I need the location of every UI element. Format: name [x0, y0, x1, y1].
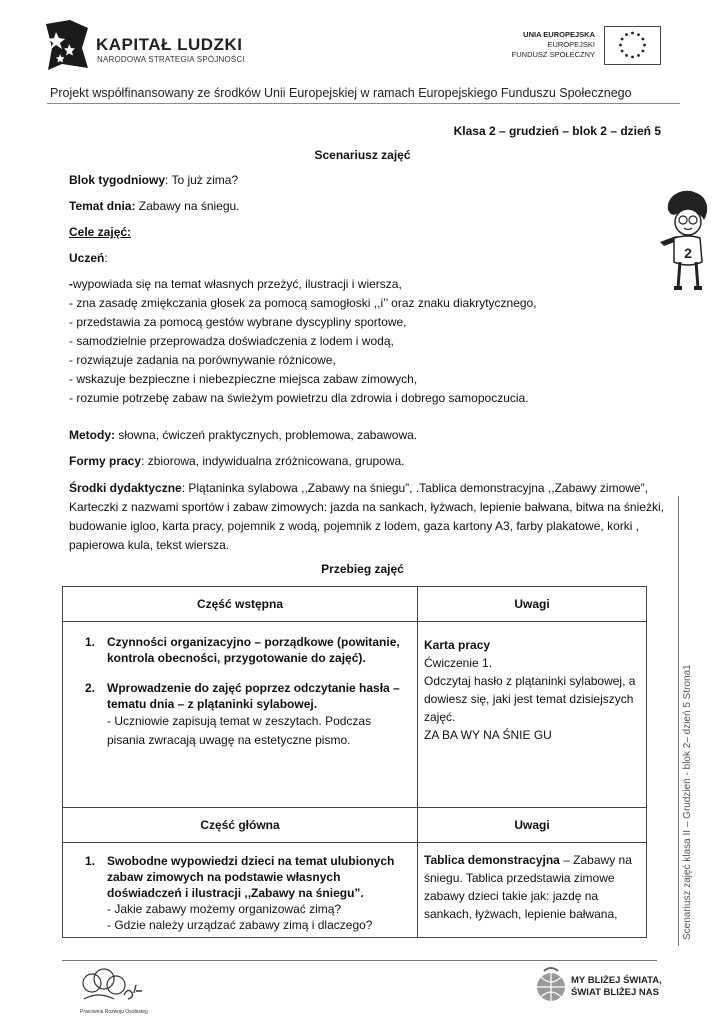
student-heading — [69, 251, 108, 265]
motto-line-2: ŚWIAT BLIŻEJ NAS — [571, 987, 659, 998]
table-row — [63, 622, 647, 808]
topic-line — [69, 199, 240, 213]
intro-content-cell — [63, 622, 418, 808]
table-row — [63, 843, 647, 938]
weekly-block-value: : To już zima? — [165, 173, 239, 187]
methods-label: Metody: — [69, 428, 115, 442]
goals-heading: Cele zajęć: — [69, 225, 132, 239]
teaching-aids-paragraph — [69, 479, 669, 555]
class-info: Klasa 2 – grudzień – blok 2 – dzień 5 — [453, 124, 661, 138]
eu-line-1: UNIA EUROPEJSKA — [523, 30, 595, 39]
item-number: 1. — [85, 854, 96, 868]
item-text: Swobodne wypowiedzi dzieci na temat ulubionych zabaw zimowych na podstawie własnych doświadczeń i ilustracji ,,Zabawy na śniegu”. — [107, 854, 395, 900]
logo-subtitle: NARODOWA STRATEGIA SPÓJNOŚCI — [97, 55, 245, 64]
item-number: 1. — [85, 635, 96, 649]
item-subtext: - Uczniowie zapisują temat w zeszytach. Podczas pisania zwracają uwagę na estetyczne pismo. — [107, 714, 372, 747]
footer-motto — [571, 975, 662, 999]
goal-item: - zna zasadę zmiękczania głosek za pomocą samogłoski ,,i’’ oraz znaku diakrytycznego, — [69, 296, 537, 310]
work-forms-value: : zbiorowa, indywidualna zróżnicowana, grupowa. — [141, 454, 405, 468]
item-number: 2. — [85, 681, 96, 695]
goal-item: - wskazuje bezpieczne i niebezpieczne miejsca zabaw zimowych, — [69, 372, 418, 386]
list-item — [85, 853, 411, 901]
table-header-intro: Część wstępna — [63, 587, 418, 622]
eu-label — [512, 30, 595, 60]
goal-item — [69, 275, 537, 294]
goals-list — [69, 275, 537, 408]
methods-line — [69, 428, 417, 442]
student-label: Uczeń — [69, 251, 105, 265]
note-title: Karta pracy — [424, 638, 491, 652]
goal-item: - samodzielnie przeprowadza doświadczenia z lodem i wodą, — [69, 334, 394, 348]
work-forms-line — [69, 454, 405, 468]
list-item — [85, 680, 411, 712]
side-footer-text: Scenariusz zajęć klasa II – Grudzień - blok 2– dzień 5 Strona1 — [682, 664, 693, 940]
item-text: Czynności organizacyjno – porządkowe (powitanie, kontrola obecności, przygotowanie do zajęć). — [107, 635, 400, 665]
page-title: Scenariusz zajęć — [314, 148, 411, 162]
note-title: Tablica demonstracyjna — [424, 853, 560, 867]
main-content-cell — [63, 843, 418, 938]
list-item — [85, 634, 411, 666]
teaching-aids-label: Środki dydaktyczne — [69, 481, 182, 495]
lesson-plan-table — [62, 586, 647, 938]
globe-icon — [534, 965, 568, 1005]
table-header-row — [63, 808, 647, 843]
question-item: - Gdzie należy urządzać zabawy zimą i dlaczego? — [107, 918, 373, 932]
lesson-flow-heading: Przebieg zajęć — [321, 562, 404, 576]
kapital-ludzki-logo-icon — [42, 18, 92, 72]
self-logo-icon — [78, 965, 148, 1017]
goal-item: - przedstawia za pomocą gestów wybrane dyscypliny sportowe, — [69, 315, 407, 329]
goal-item: - rozwiązuje zadania na porównywanie różnicowe, — [69, 353, 336, 367]
note-text: – Zabawy na śniegu. Tablica przedstawia zimowe zabawy dzieci takie jak: jazdę na sankach, łyżwach, lepienie bałwana, — [424, 853, 632, 921]
mascot-number: 2 — [684, 245, 692, 261]
table-header-main: Część główna — [63, 808, 418, 843]
main-notes-cell — [418, 843, 647, 938]
note-syllables: ZA BA WY NA ŚNIE GU — [424, 728, 552, 742]
table-header-notes: Uwagi — [418, 587, 647, 622]
motto-line-1: MY BLIŻEJ ŚWIATA, — [571, 975, 662, 986]
eu-line-3: FUNDUSZ SPOŁECZNY — [511, 50, 595, 59]
note-text: Odczytaj hasło z plątaninki sylabowej, a dowiesz się, jaki jest temat dzisiejszych zajęć. — [424, 674, 636, 724]
logo-title: KAPITAŁ LUDZKI — [96, 35, 243, 54]
project-funding-line: Projekt współfinansowany ze środków Unii Europejskiej w ramach Europejskiego Funduszu Społecznego — [50, 86, 632, 100]
goal-dash: - — [69, 277, 73, 291]
note-exercise: Ćwiczenie 1. — [424, 656, 493, 670]
side-divider — [678, 496, 679, 946]
eu-flag-icon — [604, 26, 661, 65]
goal-text: wypowiada się na temat własnych przeżyć, ilustracji i wiersza, — [73, 277, 402, 291]
item-text: Wprowadzenie do zajęć poprzez odczytanie hasła – tematu dnia – z plątaninki sylabowej. — [107, 681, 400, 711]
weekly-block-label: Blok tygodniowy — [69, 173, 165, 187]
goal-item: - rozumie potrzebę zabaw na świeżym powietrzu dla zdrowia i dobrego samopoczucia. — [69, 391, 529, 405]
question-item: - Jakie zabawy możemy organizować zimą? — [107, 902, 342, 916]
topic-label: Temat dnia: — [69, 199, 136, 213]
table-header-notes: Uwagi — [418, 808, 647, 843]
intro-notes-cell — [418, 622, 647, 808]
header-divider — [47, 103, 680, 104]
weekly-block-line — [69, 173, 238, 187]
topic-value: Zabawy na śniegu. — [135, 199, 240, 213]
student-suffix: : — [104, 251, 108, 265]
work-forms-label: Formy pracy — [69, 454, 142, 468]
teaching-aids-value: : Plątaninka sylabowa ,,Zabawy na śniegu”, .Tablica demonstracyjna ,,Zabawy zimowe”, Karteczki z nazwami sportów i zabaw zimowych: jazda na sankach, łyżwach, lepienie bałwana, bitwa na śnieżki, budowanie igloo, karta pracy, pojemnik z wodą, pojemnik z lodem, gaza kartony A3, farby plakatowe, korki , papierowa kula, tekst wiersza. — [69, 481, 664, 552]
methods-value: słowna, ćwiczeń praktycznych, problemowa, zabawowa. — [115, 428, 418, 442]
self-label: Pracownia Rozwoju Osobistego — [80, 1009, 148, 1015]
eu-line-2: EUROPEJSKI — [547, 40, 595, 49]
mascot-girl-icon — [658, 188, 718, 298]
footer-divider — [62, 960, 657, 961]
table-header-row — [63, 587, 647, 622]
